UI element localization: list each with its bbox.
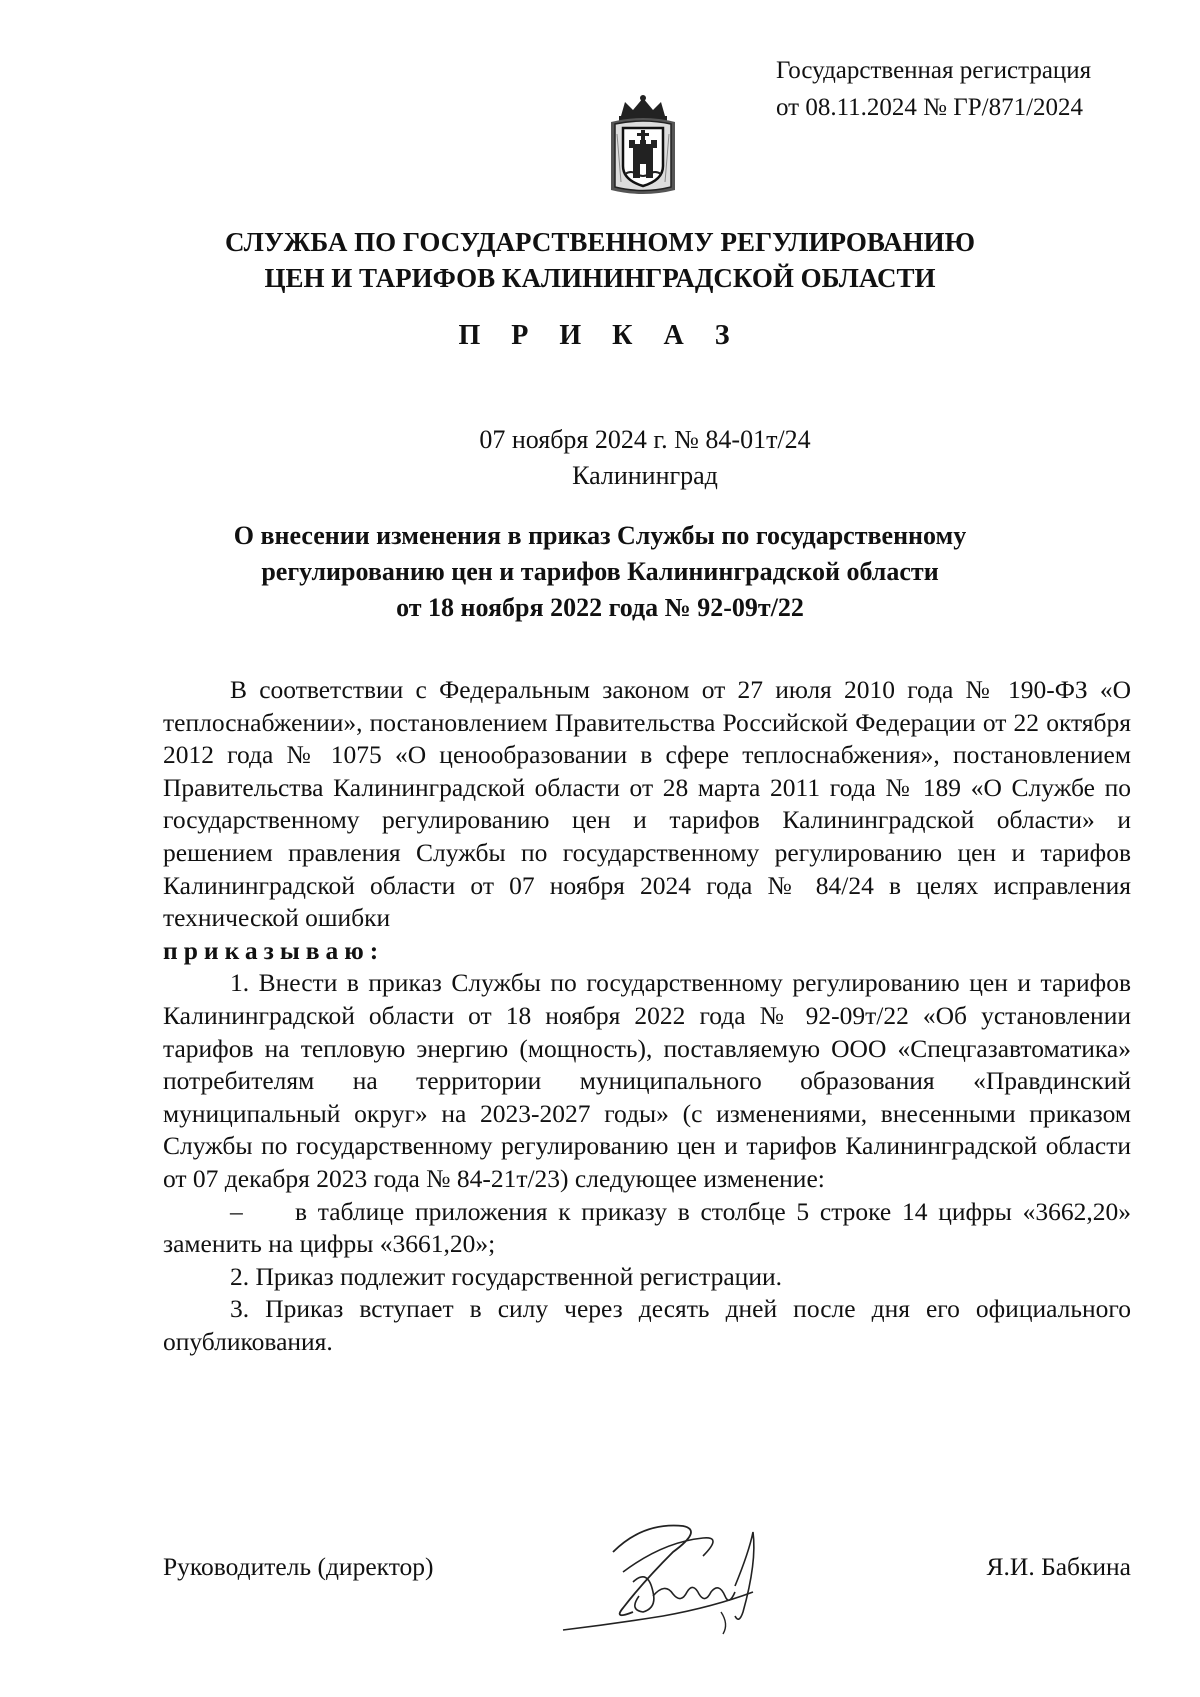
- subject-line-1: О внесении изменения в приказ Службы по государственному: [233, 521, 967, 550]
- item-3: [163, 1293, 1131, 1358]
- subject-line-3: от 18 ноября 2022 года № 92-09т/22: [396, 593, 804, 622]
- item-dash-text: в таблице приложения к приказу в столбце 5 строке 14 цифры «3662,20» заменить на цифры «3661,20»;: [163, 1196, 1131, 1259]
- item-1-text: 1. Внести в приказ Службы по государственному регулированию цен и тарифов Калининградской области от 18 ноября 2022 года № 92-09т/22 «Об установлении тарифов на тепловую энергию (мощность), поставляемую ООО «Спецгазавтоматика» потребителям на территории муниципального образования «Правдинский муниципальный округ» на 2023-2027 годы» (с изменениями, внесенными приказом Службы по государственному регулированию цен и тарифов Калининградской области от 07 декабря 2023 года № 84-21т/23) следующее изменение:: [163, 968, 1131, 1193]
- date-number: 07 ноября 2024 г. № 84-01т/24: [479, 425, 811, 454]
- order-word-paragraph: [163, 935, 1131, 968]
- subject-line-2: регулированию цен и тарифов Калининградской области: [261, 557, 939, 586]
- organization-header: [0, 224, 1200, 296]
- coat-of-arms-icon: [607, 94, 679, 198]
- item-1: [163, 967, 1131, 1195]
- registration-line-2: от 08.11.2024 № ГР/871/2024: [776, 94, 1084, 121]
- dash-marker: –: [230, 1196, 243, 1226]
- organization-line-2: ЦЕН И ТАРИФОВ КАЛИНИНГРАДСКОЙ ОБЛАСТИ: [264, 263, 936, 293]
- organization-line-1: СЛУЖБА ПО ГОСУДАРСТВЕННОМУ РЕГУЛИРОВАНИЮ: [224, 227, 976, 257]
- signatory-position: Руководитель (директор): [163, 1552, 434, 1581]
- subject-heading: [0, 518, 1200, 626]
- item-2-text: 2. Приказ подлежит государственной регистрации.: [230, 1261, 782, 1291]
- signatory-name: Я.И. Бабкина: [986, 1552, 1131, 1581]
- registration-stamp: [776, 52, 1156, 126]
- item-2: [163, 1261, 1131, 1294]
- document-type: П Р И К А З: [458, 320, 742, 351]
- item-dash: [163, 1196, 1131, 1261]
- registration-line-1: Государственная регистрация: [776, 57, 1092, 84]
- city: Калининград: [572, 461, 718, 490]
- item-3-text: 3. Приказ вступает в силу через десять дней после дня его официального опубликования.: [163, 1294, 1131, 1356]
- order-word: приказываю:: [163, 935, 385, 965]
- handwritten-signature-icon: [553, 1512, 793, 1642]
- signature-block: [163, 1546, 1131, 1666]
- date-block: [0, 422, 1200, 494]
- document-body: [163, 674, 1131, 1358]
- preamble-text: В соответствии с Федеральным законом от 27 июля 2010 года № 190-ФЗ «О теплоснабжении», постановлением Правительства Российской Федерации от 22 октября 2012 года № 1075 «О ценообразовании в сфере теплоснабжения», постановлением Правительства Калининградской области от 28 марта 2011 года № 189 «О Службе по государственному регулированию цен и тарифов Калининградской области» и решением правления Службы по государственному регулированию цен и тарифов Калининградской области от 07 ноября 2024 года № 84/24 в целях исправления технической ошибки: [163, 675, 1131, 933]
- preamble-paragraph: [163, 674, 1131, 935]
